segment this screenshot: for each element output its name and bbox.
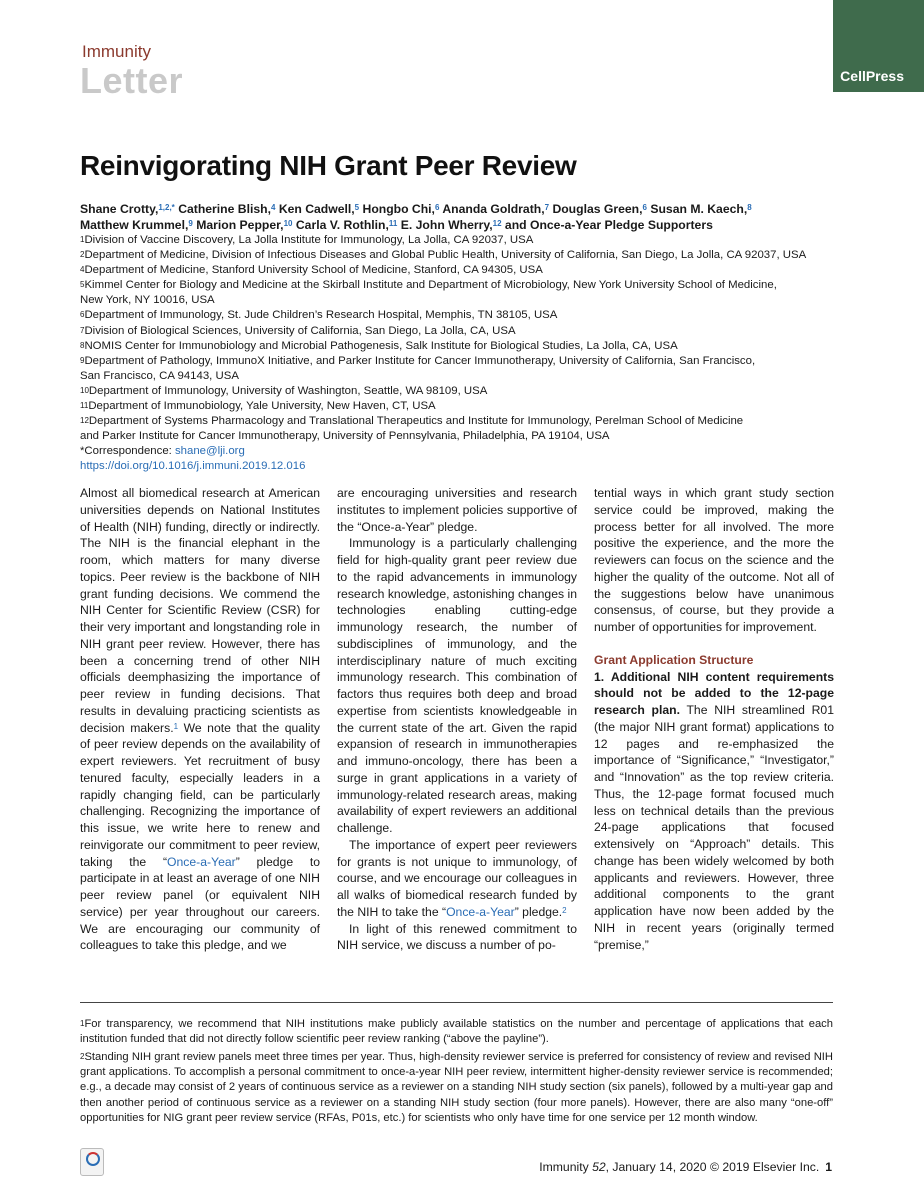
affiliation: and Parker Institute for Cancer Immunotherapy, University of Pennsylvania, Philadelphia, PA 19104, USA [80,430,610,443]
author: Carla V. Rothlin,$^{11}$ [295,218,398,232]
affiliation: $^4$Department of Medicine, Stanford University School of Medicine, Stanford, CA 94305, USA [80,264,543,277]
author: Catherine Blish,$^4$ [178,202,276,216]
paragraph: Almost all biomedical research at American universities depends on National Institutes of Health (NIH) funding, directly or indirectly. The NIH is the financial elephant in the room, which matters for many diverse topics. Peer review is the backbone of NIH grant funding decisions. We commend the NIH Center for Scientific Review (CSR) for their very important and longstanding role in NIH grant peer review. However, there has been a concerning trend of other NIH officials deemphasizing the importance of peer review in funding decisions. That results in devaluing practicing scientists as decision makers.$^1$ We note that the quality of peer review depends on the availability of expert reviewers. Yet recruitment of busy tenured faculty, especially leaders in a rapidly changing field, can be particularly challenging. Recognizing the importance of this issue, we write here to renew and reinvigorate our commitment to peer review, taking the “Once-a-Year” pledge to participate in at least an average of one NIH peer review panel (or equivalent NIH service) per year throughout our careers. We are encouraging our community of colleagues to take this pledge, and we [80,486,321,953]
cellpress-logo-text: CellPress [840,68,904,84]
affiliation: $^{10}$Department of Immunology, University of Washington, Seattle, WA 98109, USA [80,384,488,397]
footnote-ref-2[interactable]: 2 [562,905,567,915]
affiliation: $^7$Division of Biological Sciences, University of California, San Diego, La Jolla, CA, USA [80,324,516,337]
author: Douglas Green,$^6$ [552,202,647,216]
paragraph: tential ways in which grant study section service could be improved, making the process better for all involved. The more positive the experience, and the more the reviewers can focus on the science and the higher the quality of the outcome. Not all of the suggestions below have unanimous consensus, of course, but they provide a number of opportunities for improvement. [594,486,834,634]
section-heading: Grant Application Structure [594,652,754,667]
footnote-ref-1[interactable]: 1 [173,721,179,731]
affiliation: $^8$NOMIS Center for Immunobiology and Microbial Pathogenesis, Salk Institute for Biological Studies, La Jolla, CA, USA [80,339,678,352]
author: Shane Crotty,$^{1,2,*}$ [80,202,175,216]
body-column-3 [594,485,834,953]
affiliation: $^1$Division of Vaccine Discovery, La Jolla Institute for Immunology, La Jolla, CA 92037, USA [80,234,534,246]
article-type: Letter [80,60,184,101]
affiliation: $^{11}$Department of Immunobiology, Yale University, New Haven, CT, USA [80,400,436,413]
author-list [80,201,845,233]
email-link[interactable]: shane@lji.org [174,445,245,458]
author: Matthew Krummel,$^9$ [80,218,193,232]
article-title: Reinvigorating NIH Grant Peer Review [80,150,577,181]
footnote-divider [80,1002,833,1003]
footnote-2: $^2$Standing NIH grant review panels meet three times per year. Thus, high-density reviewer service is preferred for consistency of review and revised NIH grant applications. To accomplish a personal commitment to once-a-year NIH peer review, intermittent higher-density reviewer service is recommended; e.g., a decade may consist of 2 years of continuous service as a reviewer on a standing NIH study section (six panels), followed by a multi-year gap and then another period of continuous service as a reviewer on a standing NIH study section (four more panels). However, there are also many “one-off” opportunities for NIG grant peer review service (RFAs, P01s, etc.) for scientists who only have time for one service per 12 month window. [80,1051,833,1124]
author: Ken Cadwell,$^5$ [278,202,360,216]
paragraph: are encouraging universities and research institutes to implement policies supportive of the “Once-a-Year” pledge. [337,486,577,534]
affiliation: $^2$Department of Medicine, Division of Infectious Diseases and Global Public Health, University of California, San Diego, La Jolla, CA 92037, USA [80,249,807,262]
footnote-1: $^1$For transparency, we recommend that NIH institutions make publicly available statistics on the number and percentage of applications that each institution funded that did not directly follow scientific peer review ranking (“above the payline”). [80,1018,833,1046]
affiliation: San Francisco, CA 94143, USA [80,369,239,382]
journal-name: Immunity [82,42,151,61]
doi-link[interactable]: https://doi.org/10.1016/j.immuni.2019.12.016 [80,460,306,473]
page-number: 1 [825,1160,832,1174]
page-footer: Immunity 52, January 14, 2020 © 2019 Elsevier Inc. 1 [539,1160,832,1174]
author: Susan M. Kaech,$^8$ [650,202,752,216]
once-a-year-link[interactable]: Once-a-Year [446,904,515,919]
affiliations [80,233,845,475]
affiliation: $^9$Department of Pathology, ImmunoX Initiative, and Parker Institute for Cancer Immunotherapy, University of California, San Francisco, [80,354,756,367]
paragraph: In light of this renewed commitment to NIH service, we discuss a number of po- [337,921,577,953]
body-column-2 [337,485,577,954]
cellpress-logo [833,0,924,92]
check-for-updates-icon[interactable] [80,1148,104,1176]
body-column-1 [80,485,320,954]
author: and Once-a-Year Pledge Supporters [504,218,713,232]
affiliation: $^{12}$Department of Systems Pharmacology and Translational Therapeutics and Institute for Immunology, Perelman School of Medicine [80,415,744,428]
once-a-year-link[interactable]: Once-a-Year [167,854,236,869]
affiliation: $^5$Kimmel Center for Biology and Medicine at the Skirball Institute and Department of Microbiology, New York University School of Medicine, [80,279,777,292]
paragraph: The importance of expert peer reviewers for grants is not unique to immunology, of course, and we encourage our colleagues in all walks of biomedical research funded by the NIH to take the “Once-a-Year” pledge.$^2$ [337,837,577,919]
paragraph: Immunology is a particularly challenging field for high-quality grant peer review due to the rapid advancements in immunology research knowledge, astonishing changes in technologies enabling cutting-edge immunology research, the number of subdisciplines of immunology, and the interdisciplinary nature of much exciting immunology research. This combination of factors thus requires both deep and broad expertise from scientists knowledgeable in the current state of the art. Given the rapid expansion of research in immunotherapies and immuno-oncology, there has been a surge in grant applications in a variety of immunology-related research areas, making availability of expert reviewers an additional challenge. [337,536,577,835]
affiliation: New York, NY 10016, USA [80,294,215,307]
author: E. John Wherry,$^{12}$ [400,218,502,232]
author: Hongbo Chi,$^6$ [362,202,440,216]
correspondence: *Correspondence: shane@lji.org [80,445,245,458]
subheading: 1. Additional NIH content requirements should not be added to the 12-page research plan. [594,669,834,717]
author: Ananda Goldrath,$^7$ [442,202,550,216]
author: Marion Pepper,$^{10}$ [196,218,293,232]
paragraph: 1. Additional NIH content requirements should not be added to the 12-page research plan. The NIH streamlined R01 (the major NIH grant format) applications to 12 pages and re-emphasized the importance of “Significance,” “Investigator,” and “Innovation” as the top review criteria. Thus, the 12-page format focused much less on technical details than the previous 24-page applications that focused extensively on “Approach” details. This change has been widely welcomed by both applicants and reviewers. However, three additional components to the grant application have now been added by the NIH in recent years (originally termed “premise,” [594,669,834,952]
affiliation: $^6$Department of Immunology, St. Jude Children’s Research Hospital, Memphis, TN 38105, USA [80,309,558,322]
